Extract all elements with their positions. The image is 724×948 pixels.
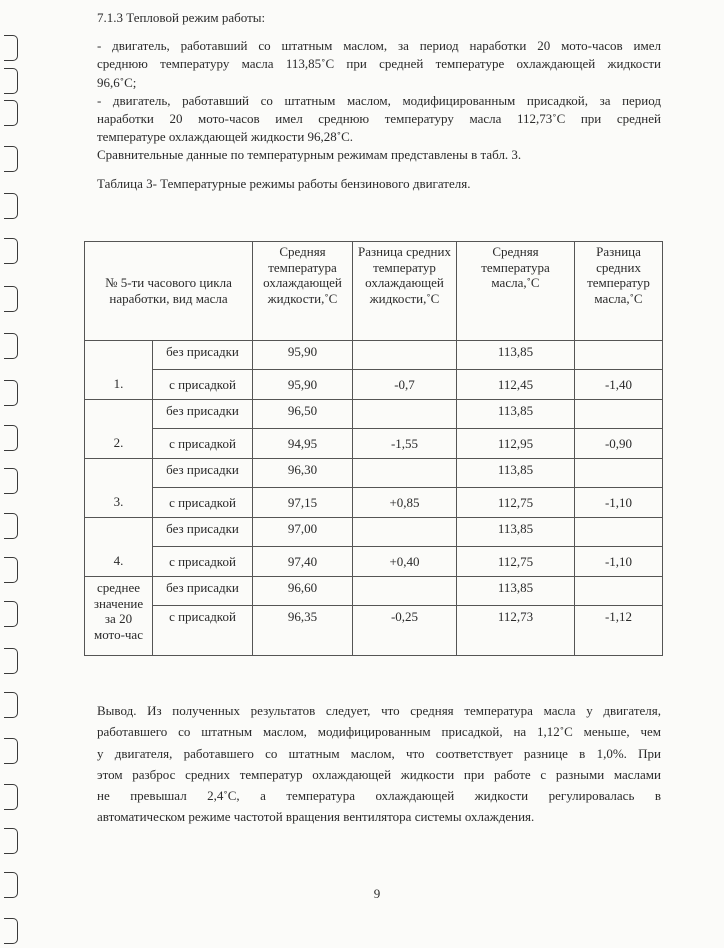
- coolant-temp-cell: 96,35: [253, 606, 353, 656]
- coolant-temp-cell: 97,15: [253, 488, 353, 518]
- coolant-temp-cell: 96,50: [253, 400, 353, 429]
- oil-type-cell: без присадки: [153, 341, 253, 370]
- table-body: [85, 341, 663, 656]
- oil-diff-cell: [575, 577, 663, 606]
- binding-hole: [4, 784, 18, 810]
- coolant-temp-cell: 97,40: [253, 547, 353, 577]
- binding-hole: [4, 601, 18, 627]
- oil-temp-cell: 113,85: [457, 341, 575, 370]
- header-oil-avg: Средняя температура масла,˚С: [457, 242, 575, 341]
- table-row: [85, 370, 663, 400]
- coolant-temp-cell: 96,60: [253, 577, 353, 606]
- bullet-1-line: 96,6˚С;: [97, 74, 137, 90]
- oil-diff-cell: -1,10: [575, 488, 663, 518]
- oil-temp-cell: 112,75: [457, 547, 575, 577]
- section-heading: 7.1.3 Тепловой режим работы:: [97, 10, 266, 25]
- table-header-row: [85, 242, 663, 341]
- oil-type-cell: без присадки: [153, 518, 253, 547]
- section-text: [97, 9, 661, 193]
- binding-hole: [4, 557, 18, 583]
- binding-hole: [4, 738, 18, 764]
- table-row: [85, 547, 663, 577]
- conclusion-line: работавшего со штатным маслом, модифицированным присадкой, на 1,12˚С меньше, чем: [97, 724, 661, 740]
- bullet-1: [97, 37, 661, 92]
- page-number: 9: [373, 886, 381, 901]
- table-row: [85, 518, 663, 547]
- binding-hole: [4, 468, 18, 494]
- binding-hole: [4, 286, 18, 312]
- coolant-diff-cell: [353, 341, 457, 370]
- conclusion-line: Вывод. Из полученных результатов следует, что средняя температура масла у двигателя,: [97, 703, 661, 718]
- coolant-temp-cell: 96,30: [253, 459, 353, 488]
- binding-hole: [4, 238, 18, 264]
- bullet-2: [97, 92, 661, 147]
- binding-hole: [4, 193, 18, 219]
- oil-type-cell: без присадки: [153, 577, 253, 606]
- spiral-binding: [0, 0, 22, 948]
- bullet-2-line: наработки 20 мото-часов имел среднюю температуру масла 112,73˚С при средней: [97, 111, 661, 127]
- bullet-2-line: температуре охлаждающей жидкости 96,28˚С.: [97, 129, 354, 145]
- bullet-1-line: - двигатель, работавший со штатным маслом, за период наработки 20 мото-часов имел: [97, 38, 661, 54]
- binding-hole: [4, 146, 18, 172]
- binding-hole: [4, 425, 18, 451]
- oil-type-cell: с присадкой: [153, 370, 253, 400]
- conclusion-line: у двигателя, работавшего со штатным маслом, что соответствует разнице в 1,0%. При: [97, 745, 661, 761]
- oil-temp-cell: 112,75: [457, 488, 575, 518]
- header-coolant-diff: Разница средних температур охлаждающей жидкости,˚С: [353, 242, 457, 341]
- coolant-diff-cell: -1,55: [353, 429, 457, 459]
- table-row: [85, 400, 663, 429]
- coolant-diff-cell: [353, 518, 457, 547]
- binding-hole: [4, 380, 18, 406]
- table-row: [85, 341, 663, 370]
- oil-type-cell: с присадкой: [153, 606, 253, 656]
- oil-type-cell: с присадкой: [153, 547, 253, 577]
- coolant-diff-cell: +0,40: [353, 547, 457, 577]
- oil-temp-cell: 112,73: [457, 606, 575, 656]
- cycle-label: среднее значение за 20 мото-час: [85, 577, 153, 656]
- oil-diff-cell: [575, 341, 663, 370]
- coolant-temp-cell: 94,95: [253, 429, 353, 459]
- binding-hole: [4, 692, 18, 718]
- conclusion-line: автоматическом режиме частотой вращения вентилятора системы охлаждения.: [97, 809, 535, 825]
- oil-temp-cell: 113,85: [457, 577, 575, 606]
- temperature-table: [84, 241, 663, 656]
- oil-diff-cell: [575, 518, 663, 547]
- oil-diff-cell: [575, 400, 663, 429]
- oil-type-cell: без присадки: [153, 400, 253, 429]
- binding-hole: [4, 918, 18, 944]
- oil-diff-cell: -1,10: [575, 547, 663, 577]
- cycle-label: 3.: [85, 459, 153, 518]
- oil-temp-cell: 112,45: [457, 370, 575, 400]
- conclusion-line: этом разброс средних температур охлаждающей жидкости при работе с разными маслами: [97, 766, 661, 782]
- coolant-diff-cell: [353, 577, 457, 606]
- bullet-2-line: - двигатель, работавший со штатным маслом, модифицированным присадкой, за период: [97, 92, 661, 108]
- binding-hole: [4, 68, 18, 94]
- coolant-diff-cell: +0,85: [353, 488, 457, 518]
- binding-hole: [4, 513, 18, 539]
- oil-diff-cell: -1,40: [575, 370, 663, 400]
- binding-hole: [4, 828, 18, 854]
- oil-temp-cell: 113,85: [457, 518, 575, 547]
- binding-hole: [4, 35, 18, 61]
- binding-hole: [4, 648, 18, 674]
- cycle-label: 4.: [85, 518, 153, 577]
- binding-hole: [4, 100, 18, 126]
- coolant-diff-cell: [353, 459, 457, 488]
- cycle-label: 1.: [85, 341, 153, 400]
- header-cycle: № 5-ти часового цикла наработки, вид масла: [85, 242, 253, 341]
- bullet-1-line: среднюю температуру масла 113,85˚С при средней температуре охлаждающей жидкости: [97, 56, 661, 72]
- table-row: [85, 488, 663, 518]
- coolant-diff-cell: -0,7: [353, 370, 457, 400]
- oil-temp-cell: 113,85: [457, 459, 575, 488]
- oil-temp-cell: 113,85: [457, 400, 575, 429]
- header-oil-diff: Разница средних температур масла,˚С: [575, 242, 663, 341]
- table-row: [85, 577, 663, 606]
- oil-diff-cell: -1,12: [575, 606, 663, 656]
- cycle-label: 2.: [85, 400, 153, 459]
- comparison-sentence: Сравнительные данные по температурным режимам представлены в табл. 3.: [97, 147, 522, 163]
- oil-diff-cell: -0,90: [575, 429, 663, 459]
- coolant-diff-cell: -0,25: [353, 606, 457, 656]
- oil-temp-cell: 112,95: [457, 429, 575, 459]
- coolant-temp-cell: 95,90: [253, 370, 353, 400]
- oil-diff-cell: [575, 459, 663, 488]
- header-coolant-avg: Средняя температура охлаждающей жидкости,˚С: [253, 242, 353, 341]
- oil-type-cell: с присадкой: [153, 488, 253, 518]
- conclusion-line: не превышал 2,4˚С, а температура охлаждающей жидкости регулировалась в: [97, 788, 661, 804]
- table-caption: Таблица 3- Температурные режимы работы бензинового двигателя.: [97, 175, 471, 191]
- table-row: [85, 459, 663, 488]
- oil-type-cell: с присадкой: [153, 429, 253, 459]
- conclusion: [97, 700, 661, 828]
- oil-type-cell: без присадки: [153, 459, 253, 488]
- table-row: [85, 429, 663, 459]
- coolant-temp-cell: 95,90: [253, 341, 353, 370]
- coolant-temp-cell: 97,00: [253, 518, 353, 547]
- table-row: [85, 606, 663, 656]
- coolant-diff-cell: [353, 400, 457, 429]
- binding-hole: [4, 333, 18, 359]
